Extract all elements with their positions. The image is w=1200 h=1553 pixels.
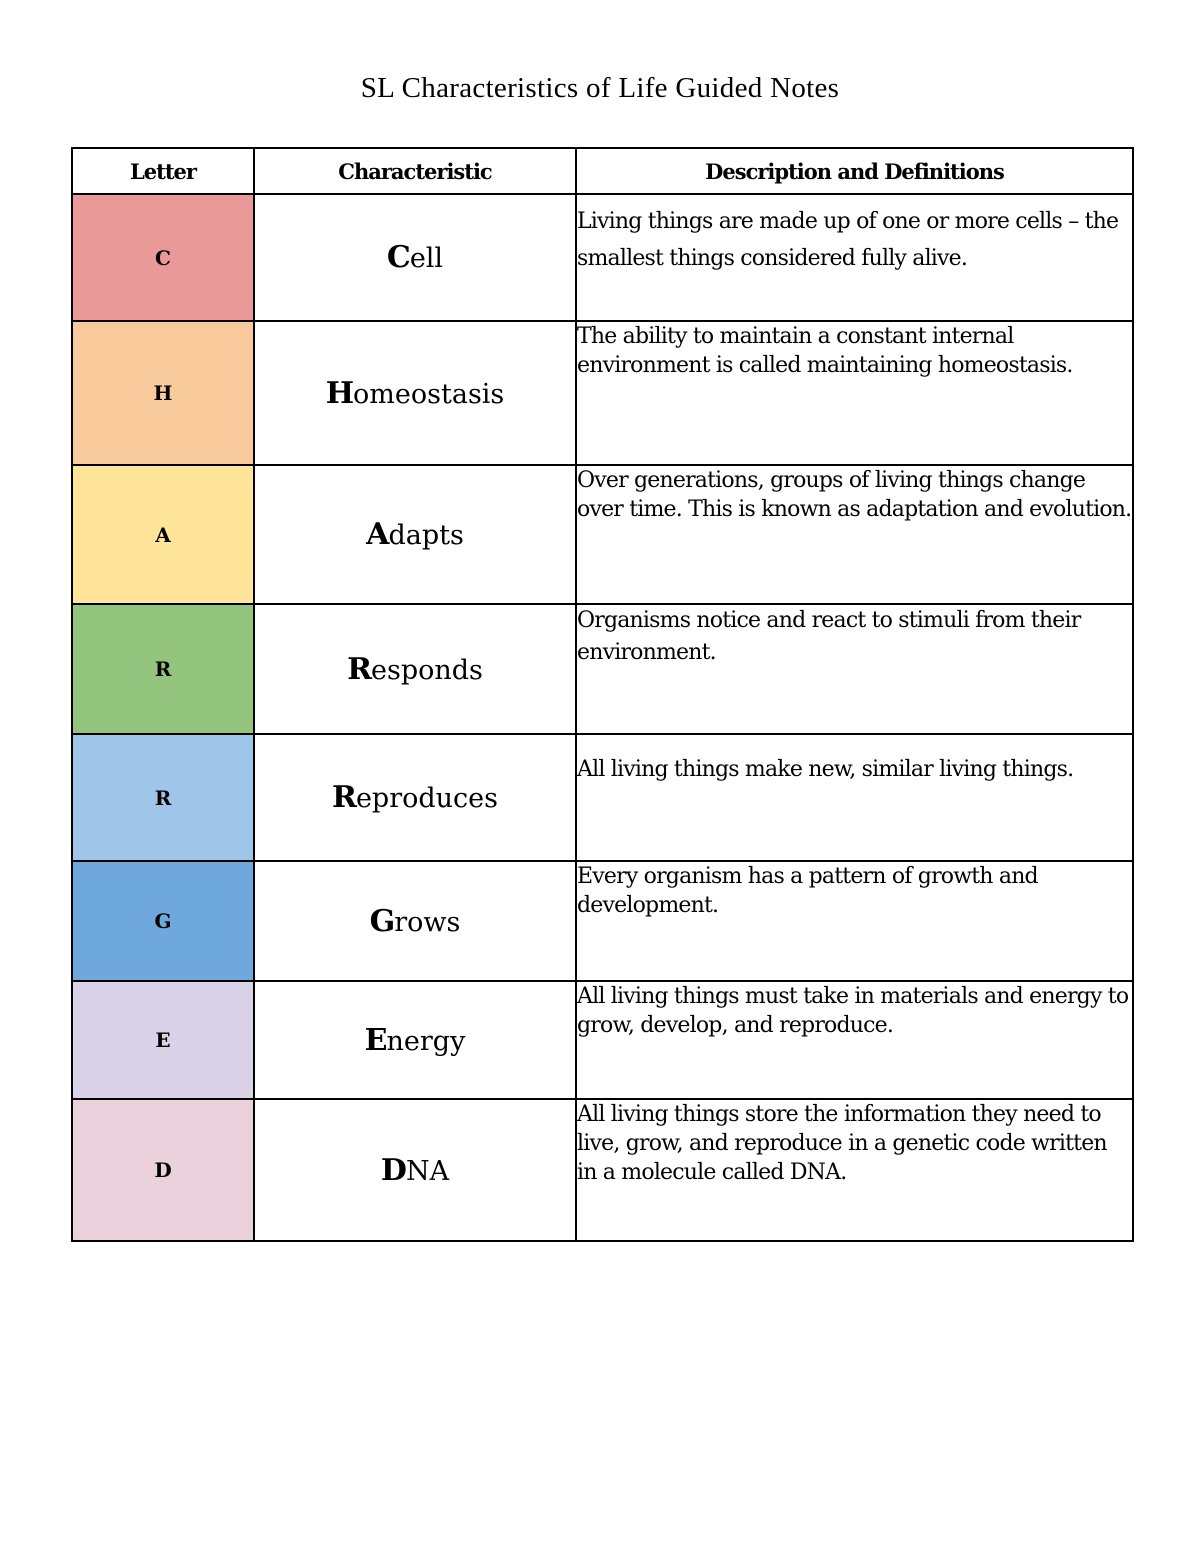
description-cell: All living things make new, similar living things. [576, 734, 1133, 861]
table-row-energy [72, 981, 1133, 1099]
table-row-reproduces [72, 734, 1133, 861]
letter-cell: C [72, 194, 254, 321]
letter-cell: H [72, 321, 254, 465]
characteristic-cell [254, 1099, 576, 1241]
letter-cell: G [72, 861, 254, 981]
description-cell: Living things are made up of one or more cells – the smallest things considered fully alive. [576, 194, 1133, 321]
letter-cell: R [72, 604, 254, 734]
description-cell: Every organism has a pattern of growth and development. [576, 861, 1133, 981]
characteristic-rest: NA [405, 1155, 450, 1187]
table-row-homeostasis [72, 321, 1133, 465]
characteristic-cell [254, 981, 576, 1099]
characteristic-initial: H [325, 375, 354, 411]
table-row-adapts [72, 465, 1133, 604]
characteristic-rest: ell [409, 243, 444, 274]
characteristic-initial: R [347, 651, 372, 687]
characteristics-table [71, 147, 1134, 1242]
characteristic-rest: esponds [371, 654, 483, 686]
description-cell: All living things store the information they need to live, grow, and reproduce in a genetic code written in a molecule called DNA. [576, 1099, 1133, 1241]
table-row-cell [72, 194, 1133, 321]
header-letter: Letter [72, 148, 254, 194]
letter-cell: A [72, 465, 254, 604]
description-cell: The ability to maintain a constant internal environment is called maintaining homeostasis. [576, 321, 1133, 465]
table-row-responds [72, 604, 1133, 734]
header-characteristic: Characteristic [254, 148, 576, 194]
description-cell: All living things must take in materials and energy to grow, develop, and reproduce. [576, 981, 1133, 1099]
characteristic-rest: dapts [388, 520, 464, 551]
page-title: SL Characteristics of Life Guided Notes [360, 72, 840, 104]
table-row-dna [72, 1099, 1133, 1241]
letter-cell: R [72, 734, 254, 861]
characteristic-cell [254, 465, 576, 604]
letter-cell: E [72, 981, 254, 1099]
characteristic-initial: D [380, 1152, 406, 1188]
table-header-row [72, 148, 1133, 194]
table-row-grows [72, 861, 1133, 981]
characteristic-initial: R [332, 780, 356, 815]
characteristic-cell [254, 734, 576, 861]
characteristic-initial: G [369, 903, 395, 939]
characteristic-cell [254, 861, 576, 981]
characteristic-rest: nergy [386, 1025, 466, 1057]
description-cell: Over generations, groups of living things change over time. This is known as adaptation and evolution. [576, 465, 1133, 604]
characteristic-rest: omeostasis [353, 378, 505, 410]
characteristic-cell [254, 321, 576, 465]
characteristic-cell [254, 604, 576, 734]
characteristic-initial: C [386, 240, 410, 275]
characteristic-initial: A [366, 517, 389, 552]
letter-cell: D [72, 1099, 254, 1241]
characteristic-cell [254, 194, 576, 321]
characteristic-initial: E [364, 1022, 387, 1058]
characteristic-rest: rows [394, 906, 461, 938]
header-description: Description and Definitions [576, 148, 1133, 194]
description-cell: Organisms notice and react to stimuli from their environment. [576, 604, 1133, 734]
characteristic-rest: eproduces [355, 783, 498, 814]
